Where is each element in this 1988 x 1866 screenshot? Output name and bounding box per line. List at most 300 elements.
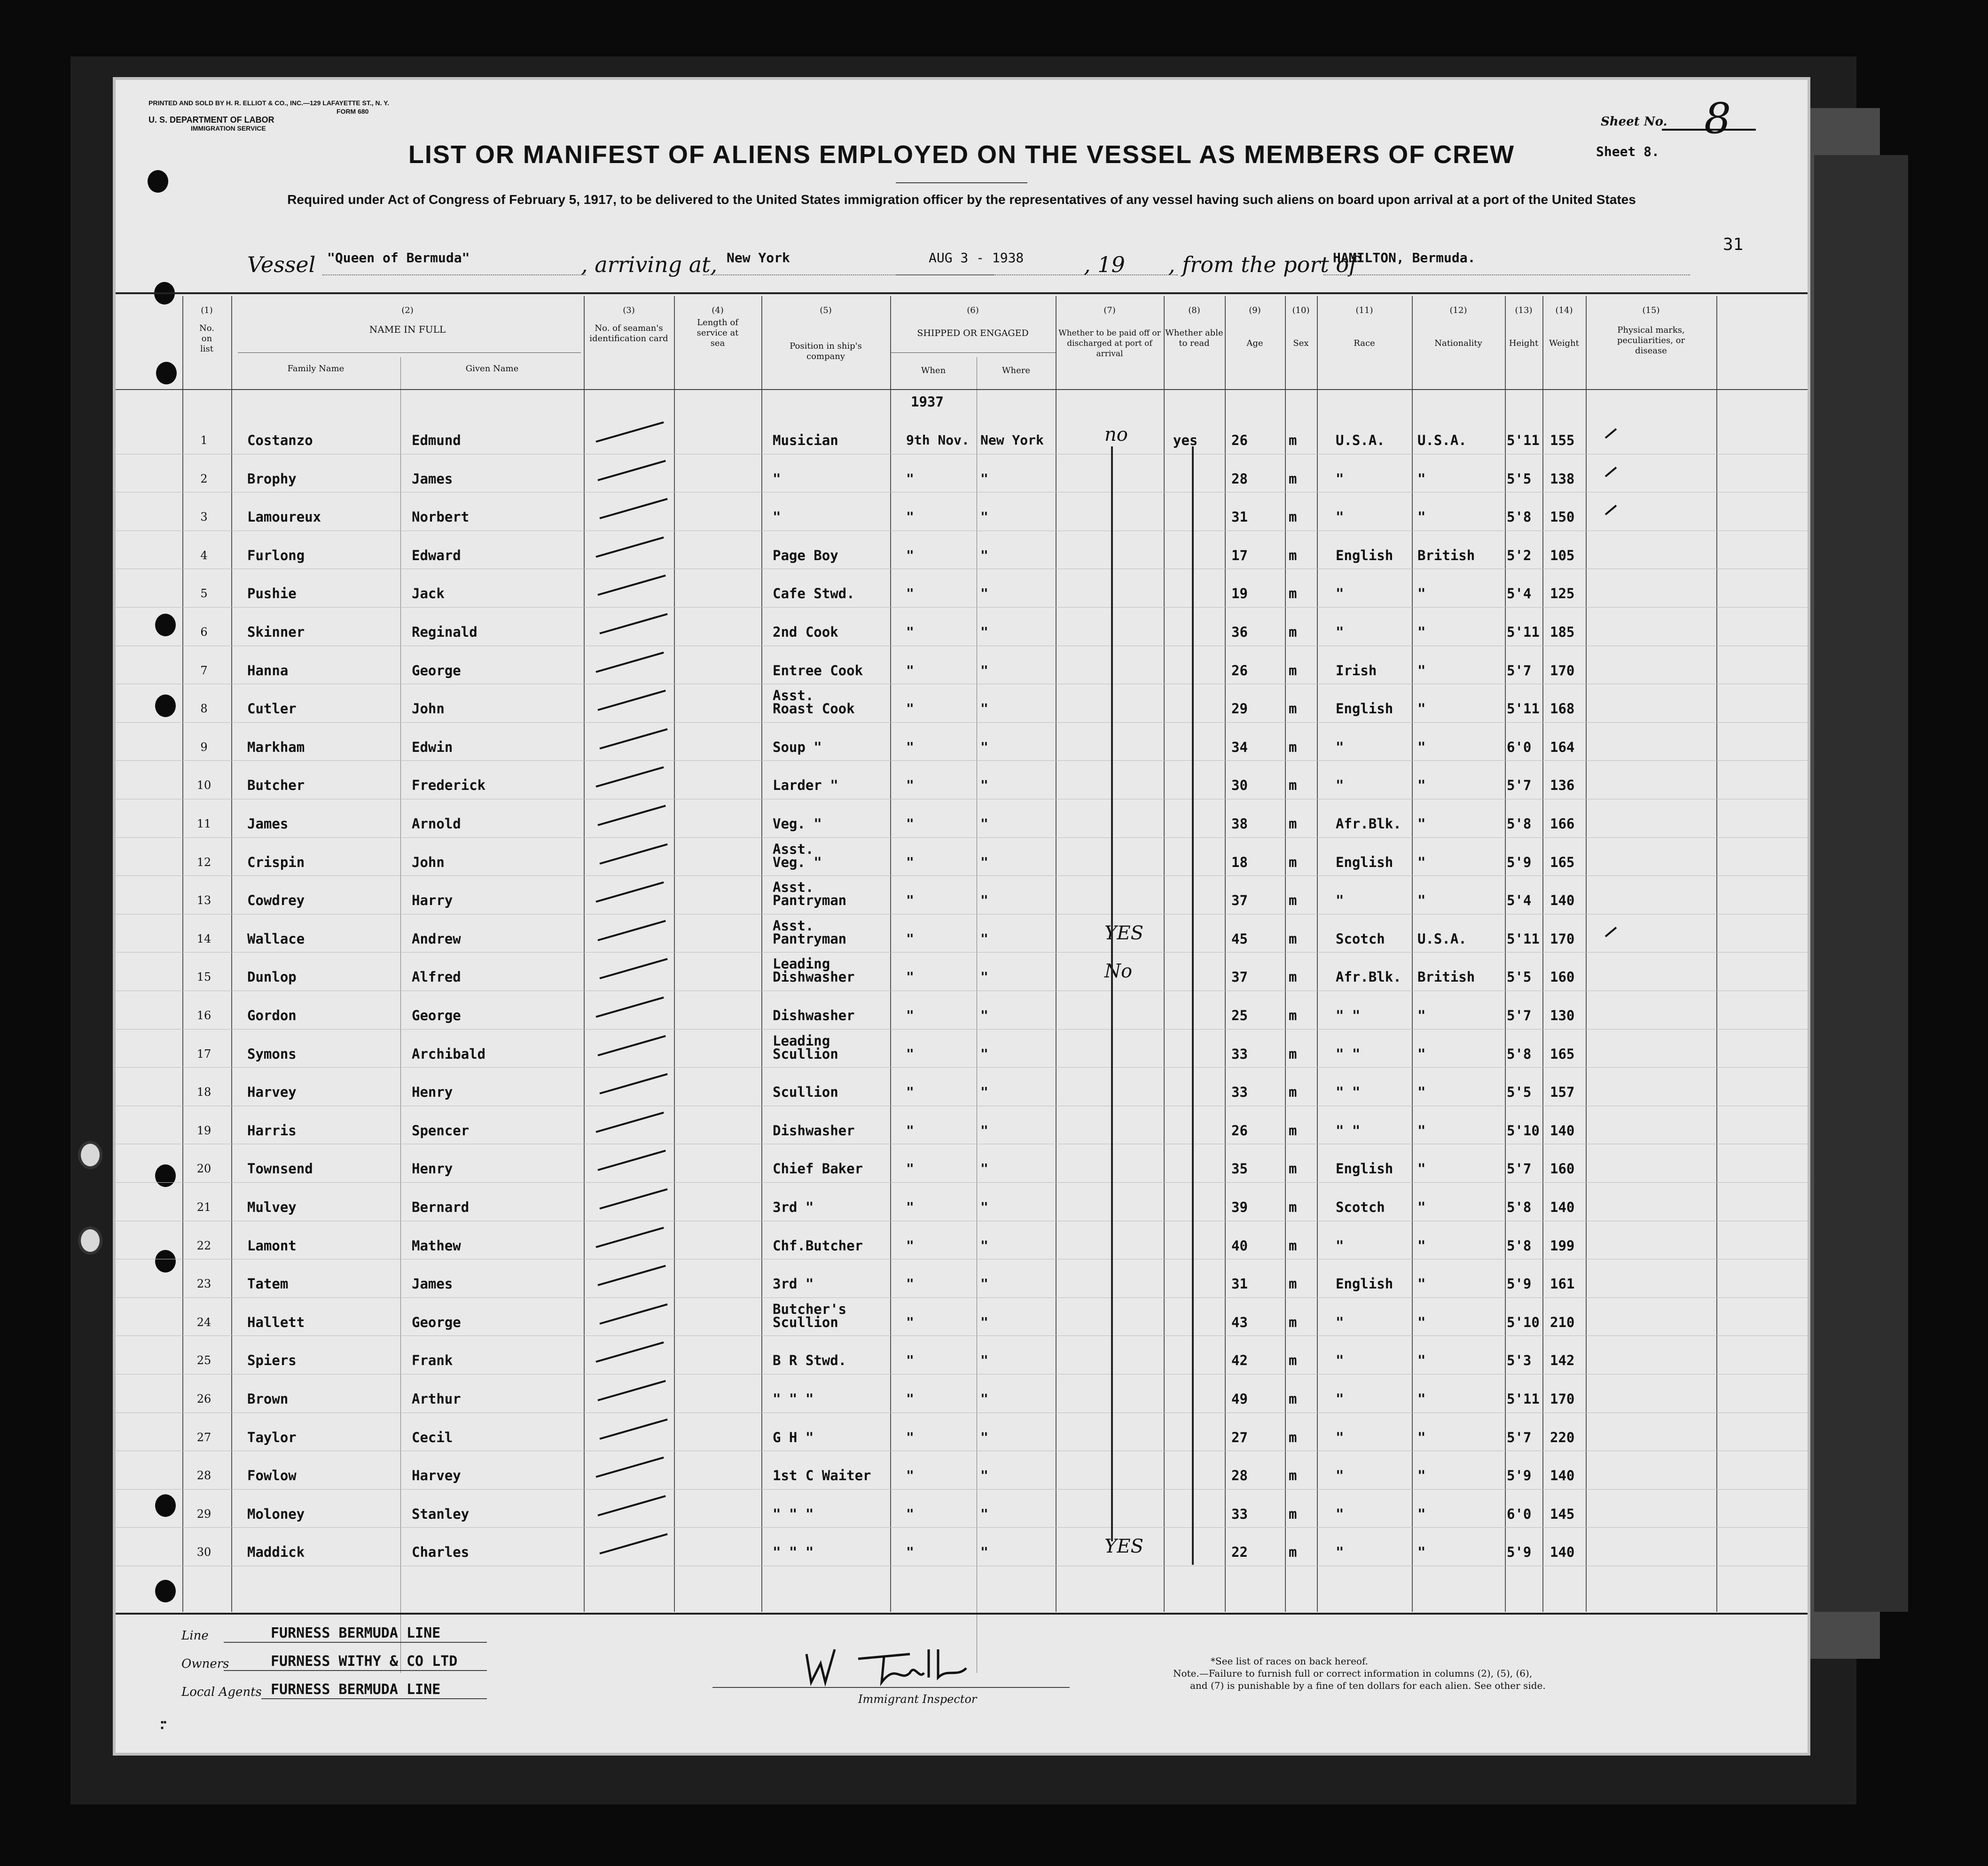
col-12-header bbox=[1412, 305, 1505, 349]
cell-family: Symons bbox=[247, 1046, 297, 1062]
agents-value: FURNESS BERMUDA LINE bbox=[271, 1681, 441, 1698]
col-9-header bbox=[1225, 305, 1285, 349]
cell-no: 27 bbox=[196, 1430, 211, 1444]
cell-weight: 165 bbox=[1550, 854, 1575, 870]
cell-nationality: " bbox=[1417, 701, 1426, 717]
cell-age: 22 bbox=[1231, 1544, 1248, 1561]
cell-age: 49 bbox=[1231, 1391, 1248, 1407]
cell-age: 25 bbox=[1231, 1007, 1248, 1023]
cell-sex: m bbox=[1289, 509, 1297, 525]
cell-weight: 155 bbox=[1550, 432, 1575, 448]
agents-label: Local Agents bbox=[181, 1685, 262, 1699]
cell-given: Alfred bbox=[412, 969, 461, 985]
cell-given: Archibald bbox=[412, 1046, 486, 1062]
table-row bbox=[116, 1375, 1808, 1413]
cell-race: Afr.Blk. bbox=[1336, 969, 1401, 985]
cell-age: 26 bbox=[1231, 1122, 1248, 1139]
cell-no: 24 bbox=[196, 1315, 211, 1329]
cell-weight: 136 bbox=[1550, 777, 1575, 794]
cell-height: 5'8 bbox=[1507, 1046, 1532, 1062]
cell-when: " bbox=[906, 892, 914, 908]
col-6-header bbox=[890, 305, 1056, 338]
cell-race: " " bbox=[1336, 1007, 1361, 1023]
cell-when: " bbox=[906, 1046, 914, 1062]
cell-family: Hanna bbox=[247, 662, 289, 679]
cell-height: 5'9 bbox=[1507, 854, 1532, 870]
cell-weight: 140 bbox=[1550, 1122, 1575, 1139]
col-7-header bbox=[1056, 305, 1164, 359]
cell-no: 21 bbox=[196, 1201, 211, 1214]
cell-race: " bbox=[1336, 509, 1344, 525]
department-label: U. S. DEPARTMENT OF LABOR bbox=[149, 115, 274, 125]
cell-position: Scullion bbox=[773, 1314, 838, 1330]
cell-height: 5'8 bbox=[1507, 1237, 1532, 1254]
cell-position: Entree Cook bbox=[773, 662, 863, 679]
cell-race: " bbox=[1336, 624, 1344, 640]
cell-height: 5'9 bbox=[1507, 1544, 1532, 1561]
shipped-when-header: When bbox=[921, 366, 946, 375]
card-check-mark bbox=[595, 882, 664, 903]
cell-given: Mathew bbox=[412, 1237, 461, 1254]
cell-given: Reginald bbox=[412, 624, 477, 640]
cell-where: " bbox=[980, 624, 988, 640]
cell-weight: 142 bbox=[1550, 1352, 1575, 1369]
cell-nationality: " bbox=[1417, 1084, 1426, 1101]
note-penalty: Note.—Failure to furnish full or correct information in columns (2), (5), (6), bbox=[1173, 1668, 1533, 1679]
cell-age: 33 bbox=[1231, 1506, 1248, 1522]
cell-where: " bbox=[980, 470, 988, 486]
cell-weight: 140 bbox=[1550, 1468, 1575, 1484]
cell-race: " " bbox=[1336, 1122, 1361, 1139]
cell-position: Page Boy bbox=[773, 547, 838, 563]
cell-family: James bbox=[247, 816, 289, 832]
row-rule bbox=[116, 1067, 1808, 1068]
table-row bbox=[116, 1490, 1808, 1529]
row-rule bbox=[116, 875, 1808, 876]
cell-no: 11 bbox=[196, 817, 211, 830]
cell-weight: 157 bbox=[1550, 1084, 1575, 1101]
cell-where: " bbox=[980, 1199, 988, 1215]
cell-height: 5'5 bbox=[1507, 969, 1532, 985]
cell-race: English bbox=[1336, 547, 1393, 563]
sheet-no-handwritten: 8 bbox=[1704, 94, 1731, 143]
cell-when: " bbox=[906, 930, 914, 946]
cell-height: 6'0 bbox=[1507, 739, 1532, 755]
table-row bbox=[116, 455, 1808, 493]
line-rule bbox=[224, 1642, 487, 1643]
cell-nationality: " bbox=[1417, 1007, 1426, 1023]
table-row bbox=[116, 1030, 1808, 1069]
cell-height: 5'9 bbox=[1507, 1468, 1532, 1484]
table-row bbox=[116, 838, 1808, 877]
col-1-header bbox=[182, 305, 231, 354]
cell-where: " bbox=[980, 662, 988, 678]
cell-when: " bbox=[906, 816, 914, 831]
shipped-subrule bbox=[890, 352, 1056, 353]
row-rule bbox=[116, 1029, 1808, 1030]
vessel-label: Vessel bbox=[247, 252, 316, 277]
cell-given: Charles bbox=[412, 1544, 470, 1561]
col-number: (2) bbox=[401, 305, 414, 315]
cell-when: " bbox=[906, 624, 914, 640]
col-5-header bbox=[761, 305, 890, 362]
card-check-mark bbox=[599, 1073, 667, 1094]
cell-given: Arthur bbox=[412, 1391, 461, 1407]
row-rule bbox=[116, 1297, 1808, 1298]
card-check-mark bbox=[599, 843, 667, 864]
cell-paid: No bbox=[1104, 960, 1133, 983]
inspector-rule bbox=[712, 1687, 1070, 1688]
cell-no: 22 bbox=[196, 1239, 211, 1252]
cell-age: 26 bbox=[1231, 662, 1248, 679]
cell-given: George bbox=[412, 1007, 461, 1023]
cell-weight: 166 bbox=[1550, 816, 1575, 832]
cell-height: 5'5 bbox=[1507, 470, 1532, 487]
cell-where: " bbox=[980, 1237, 988, 1253]
cell-race: English bbox=[1336, 854, 1393, 870]
owners-value: FURNESS WITHY & CO LTD bbox=[271, 1653, 458, 1670]
table-row bbox=[116, 953, 1808, 992]
cell-nationality: " bbox=[1417, 892, 1426, 909]
cell-nationality: British bbox=[1417, 969, 1475, 985]
cell-no: 29 bbox=[196, 1507, 211, 1521]
cell-position: B R Stwd. bbox=[773, 1352, 847, 1369]
cell-height: 5'9 bbox=[1507, 1276, 1532, 1292]
cell-where: " bbox=[980, 509, 988, 525]
cell-sex: m bbox=[1289, 1084, 1297, 1101]
ditto-stroke-paid bbox=[1111, 446, 1113, 1541]
cell-family: Furlong bbox=[247, 547, 305, 563]
cell-height: 5'10 bbox=[1507, 1314, 1540, 1330]
cell-no: 30 bbox=[196, 1546, 211, 1559]
vessel-rule bbox=[322, 274, 586, 275]
cell-given: Harvey bbox=[412, 1468, 461, 1484]
card-check-mark bbox=[599, 1304, 667, 1325]
cell-no: 4 bbox=[200, 548, 208, 562]
row-rule bbox=[116, 1182, 1808, 1183]
cell-no: 20 bbox=[196, 1162, 211, 1176]
table-row bbox=[116, 416, 1808, 455]
cell-height: 5'8 bbox=[1507, 1199, 1532, 1215]
card-check-mark bbox=[595, 1112, 664, 1133]
note-races: *See list of races on back hereof. bbox=[1211, 1655, 1369, 1667]
card-check-mark bbox=[597, 1495, 665, 1516]
cell-height: 5'7 bbox=[1507, 662, 1532, 679]
table-row bbox=[116, 1222, 1808, 1260]
cell-family: Lamont bbox=[247, 1237, 297, 1254]
cell-nationality: " bbox=[1417, 1161, 1426, 1177]
owners-rule bbox=[224, 1670, 487, 1671]
cell-sex: m bbox=[1289, 547, 1297, 563]
cell-when: " bbox=[906, 777, 914, 793]
row-rule bbox=[116, 1335, 1808, 1336]
cell-family: Brophy bbox=[247, 470, 297, 487]
cell-when: " bbox=[906, 1276, 914, 1292]
cell-race: English bbox=[1336, 701, 1393, 717]
cell-when: " bbox=[906, 1314, 914, 1330]
row-rule bbox=[116, 722, 1808, 723]
cell-family: Brown bbox=[247, 1391, 289, 1407]
col-13-header bbox=[1505, 305, 1542, 349]
card-check-mark bbox=[597, 690, 665, 711]
cell-race: " bbox=[1336, 1391, 1344, 1407]
cell-position: Soup " bbox=[773, 739, 822, 755]
cell-sex: m bbox=[1289, 892, 1297, 909]
note-penalty-cont: and (7) is punishable by a fine of ten dollars for each alien. See other side. bbox=[1190, 1680, 1546, 1691]
card-check-mark bbox=[595, 1226, 664, 1248]
card-check-mark bbox=[599, 728, 667, 750]
given-name-header: Given Name bbox=[465, 364, 519, 374]
col-number: (15) bbox=[1642, 305, 1660, 315]
cell-position: Scullion bbox=[773, 1046, 838, 1062]
punch-hole bbox=[155, 1580, 176, 1602]
cell-where: " bbox=[980, 930, 988, 946]
cell-no: 9 bbox=[200, 740, 208, 754]
vessel-line bbox=[116, 249, 1808, 291]
card-check-mark bbox=[599, 613, 667, 634]
cell-position: " bbox=[773, 509, 781, 525]
cell-given: James bbox=[412, 1276, 453, 1292]
punch-hole bbox=[148, 170, 168, 193]
col-title: Physical marks, peculiarities, or disease bbox=[1617, 325, 1685, 356]
cell-when: " bbox=[906, 662, 914, 678]
cell-race: " " bbox=[1336, 1046, 1361, 1062]
cell-height: 5'3 bbox=[1507, 1352, 1532, 1369]
cell-position: Cafe Stwd. bbox=[773, 586, 855, 602]
cell-nationality: U.S.A. bbox=[1417, 432, 1467, 448]
table-row bbox=[116, 1336, 1808, 1375]
cell-family: Pushie bbox=[247, 586, 297, 602]
col-number: (9) bbox=[1249, 305, 1261, 315]
card-check-mark bbox=[595, 537, 664, 558]
cell-nationality: " bbox=[1417, 1122, 1426, 1139]
cell-position: 3rd " bbox=[773, 1199, 814, 1215]
cell-sex: m bbox=[1289, 586, 1297, 602]
col-title: Position in ship's company bbox=[790, 341, 862, 361]
col-number: (11) bbox=[1355, 305, 1373, 315]
punch-ring bbox=[78, 1226, 102, 1255]
cell-no: 25 bbox=[196, 1354, 211, 1367]
row-rule bbox=[116, 1489, 1808, 1490]
cell-family: Tatem bbox=[247, 1276, 289, 1292]
col-title: SHIPPED OR ENGAGED bbox=[917, 328, 1029, 338]
cell-given: James bbox=[412, 470, 453, 487]
manifest-title: LIST OR MANIFEST OF ALIENS EMPLOYED ON THE VESSEL AS MEMBERS OF CREW bbox=[408, 141, 1515, 169]
cell-where: " bbox=[980, 816, 988, 831]
col-title: Whether to be paid off or discharged at port of arrival bbox=[1058, 328, 1161, 359]
col-4-header bbox=[674, 305, 761, 349]
cell-weight: 145 bbox=[1550, 1506, 1575, 1522]
cell-when: " bbox=[906, 1352, 914, 1368]
cell-race: " bbox=[1336, 1429, 1344, 1445]
cell-position: Musician bbox=[773, 432, 838, 448]
card-check-mark bbox=[597, 920, 665, 941]
cell-where: " bbox=[980, 854, 988, 870]
cell-when: " bbox=[906, 969, 914, 985]
page-number: 31 bbox=[1723, 235, 1744, 254]
table-row bbox=[116, 570, 1808, 608]
printer-form: FORM 680 bbox=[337, 108, 369, 115]
cell-height: 5'7 bbox=[1507, 1161, 1532, 1177]
cell-position-top: Asst. bbox=[773, 879, 814, 896]
card-check-mark bbox=[597, 575, 665, 596]
cell-when: " bbox=[906, 547, 914, 563]
arriving-label: , arriving at, bbox=[581, 252, 718, 277]
cell-position: Veg. " bbox=[773, 854, 822, 870]
cell-weight: 164 bbox=[1550, 739, 1575, 755]
cell-nationality: British bbox=[1417, 547, 1475, 563]
cell-sex: m bbox=[1289, 777, 1297, 794]
cell-where: " bbox=[980, 1429, 988, 1445]
cell-where: " bbox=[980, 1046, 988, 1062]
year-label: , 19 bbox=[1084, 252, 1125, 277]
cell-where: " bbox=[980, 1391, 988, 1406]
cell-weight: 165 bbox=[1550, 1046, 1575, 1062]
cell-family: Markham bbox=[247, 739, 305, 755]
card-check-mark bbox=[595, 997, 664, 1018]
card-check-mark bbox=[599, 1533, 667, 1554]
cell-position-top: Butcher's bbox=[773, 1301, 847, 1317]
cell-given: Edmund bbox=[412, 432, 461, 448]
cell-nationality: " bbox=[1417, 470, 1426, 487]
card-check-mark bbox=[595, 1457, 664, 1478]
cell-height: 5'11 bbox=[1507, 1391, 1540, 1407]
cell-sex: m bbox=[1289, 854, 1297, 870]
printer-imprint bbox=[149, 99, 389, 133]
cell-sex: m bbox=[1289, 1199, 1297, 1215]
col-number: (14) bbox=[1555, 305, 1573, 315]
cell-no: 12 bbox=[196, 855, 211, 869]
cell-where: " bbox=[980, 1314, 988, 1330]
cell-race: " bbox=[1336, 1237, 1344, 1254]
table-row bbox=[116, 1452, 1808, 1490]
col-number: (5) bbox=[820, 305, 832, 315]
cell-weight: 170 bbox=[1550, 662, 1575, 679]
cell-given: John bbox=[412, 701, 445, 717]
cell-position-top: Leading bbox=[773, 956, 830, 972]
cell-given: Frederick bbox=[412, 777, 486, 794]
cell-nationality: " bbox=[1417, 816, 1426, 832]
cell-paid: YES bbox=[1104, 922, 1144, 944]
cell-age: 35 bbox=[1231, 1161, 1248, 1177]
cell-no: 14 bbox=[196, 932, 211, 945]
col-title: Sex bbox=[1293, 338, 1309, 348]
cell-height: 5'11 bbox=[1507, 701, 1540, 717]
agents-rule bbox=[261, 1698, 487, 1699]
cell-height: 5'8 bbox=[1507, 509, 1532, 525]
cell-age: 34 bbox=[1231, 739, 1248, 755]
cell-nationality: " bbox=[1417, 509, 1426, 525]
cell-no: 17 bbox=[196, 1047, 211, 1061]
cell-nationality: " bbox=[1417, 777, 1426, 794]
cell-race: " bbox=[1336, 1468, 1344, 1484]
table-row bbox=[116, 1260, 1808, 1298]
cell-height: 5'8 bbox=[1507, 816, 1532, 832]
cell-nationality: " bbox=[1417, 854, 1426, 870]
cell-race: English bbox=[1336, 1161, 1393, 1177]
cell-no: 26 bbox=[196, 1392, 211, 1405]
cell-position: Dishwasher bbox=[773, 1122, 855, 1139]
cell-position: 2nd Cook bbox=[773, 624, 838, 640]
cell-sex: m bbox=[1289, 816, 1297, 832]
table-row bbox=[116, 493, 1808, 531]
col-title: Weight bbox=[1549, 338, 1579, 348]
cell-given: Stanley bbox=[412, 1506, 470, 1522]
cell-where: " bbox=[980, 1084, 988, 1100]
cell-no: 13 bbox=[196, 894, 211, 907]
cell-nationality: U.S.A. bbox=[1417, 930, 1467, 947]
col-title: Whether able to read bbox=[1165, 328, 1223, 348]
card-check-mark bbox=[599, 1418, 667, 1439]
cell-age: 38 bbox=[1231, 816, 1248, 832]
col-title: No. of seaman's identification card bbox=[589, 323, 668, 344]
col-number: (13) bbox=[1515, 305, 1533, 315]
cell-weight: 138 bbox=[1550, 470, 1575, 487]
card-check-mark bbox=[599, 958, 667, 979]
cell-position: 3rd " bbox=[773, 1276, 814, 1292]
cell-sex: m bbox=[1289, 1046, 1297, 1062]
cell-given: Jack bbox=[412, 586, 445, 602]
cell-given: Edwin bbox=[412, 739, 453, 755]
sheet-no-label: Sheet No. bbox=[1601, 115, 1667, 129]
cell-weight: 140 bbox=[1550, 1544, 1575, 1561]
sheet-no-rule bbox=[1662, 129, 1756, 131]
title-divider bbox=[896, 182, 1027, 183]
cell-weight: 199 bbox=[1550, 1237, 1575, 1254]
cell-no: 18 bbox=[196, 1085, 211, 1099]
cell-weight: 210 bbox=[1550, 1314, 1575, 1330]
cell-where: " bbox=[980, 1468, 988, 1483]
table-row bbox=[116, 1528, 1808, 1567]
table-row bbox=[116, 1298, 1808, 1337]
cell-age: 28 bbox=[1231, 1468, 1248, 1484]
cell-when: " bbox=[906, 739, 914, 755]
cell-race: " bbox=[1336, 1314, 1344, 1330]
cell-family: Butcher bbox=[247, 777, 305, 794]
row-rule bbox=[116, 607, 1808, 608]
from-port-label: , from the port of bbox=[1168, 252, 1357, 277]
cell-height: 5'7 bbox=[1507, 1429, 1532, 1445]
card-check-mark bbox=[597, 1150, 665, 1171]
cell-family: Moloney bbox=[247, 1506, 305, 1522]
col-8-header bbox=[1164, 305, 1225, 349]
table-row bbox=[116, 915, 1808, 953]
printer-line: PRINTED AND SOLD BY H. R. ELLIOT & CO., INC.—129 LAFAYETTE ST., N. Y. bbox=[149, 99, 389, 107]
cell-family: Dunlop bbox=[247, 969, 297, 985]
table-row bbox=[116, 992, 1808, 1030]
ditto-stroke-read bbox=[1192, 446, 1194, 1565]
cell-nationality: " bbox=[1417, 624, 1426, 640]
cell-position: " bbox=[773, 470, 781, 487]
shipped-where-header: Where bbox=[1002, 366, 1030, 375]
cell-when: " bbox=[906, 509, 914, 525]
col-number: (3) bbox=[623, 305, 635, 315]
card-check-mark bbox=[597, 1265, 665, 1286]
cell-sex: m bbox=[1289, 1237, 1297, 1254]
vessel-name: "Queen of Bermuda" bbox=[327, 250, 470, 265]
cell-given: John bbox=[412, 854, 445, 870]
cell-where: " bbox=[980, 1544, 988, 1560]
cell-sex: m bbox=[1289, 432, 1297, 448]
table-row bbox=[116, 761, 1808, 800]
table-bottom-rule bbox=[116, 1613, 1808, 1615]
cell-nationality: " bbox=[1417, 1046, 1426, 1062]
cell-sex: m bbox=[1289, 1429, 1297, 1445]
table-row bbox=[116, 531, 1808, 570]
cell-position: Dishwasher bbox=[773, 1007, 855, 1023]
cell-family: Cutler bbox=[247, 701, 297, 717]
col-title: No. on list bbox=[199, 323, 214, 354]
